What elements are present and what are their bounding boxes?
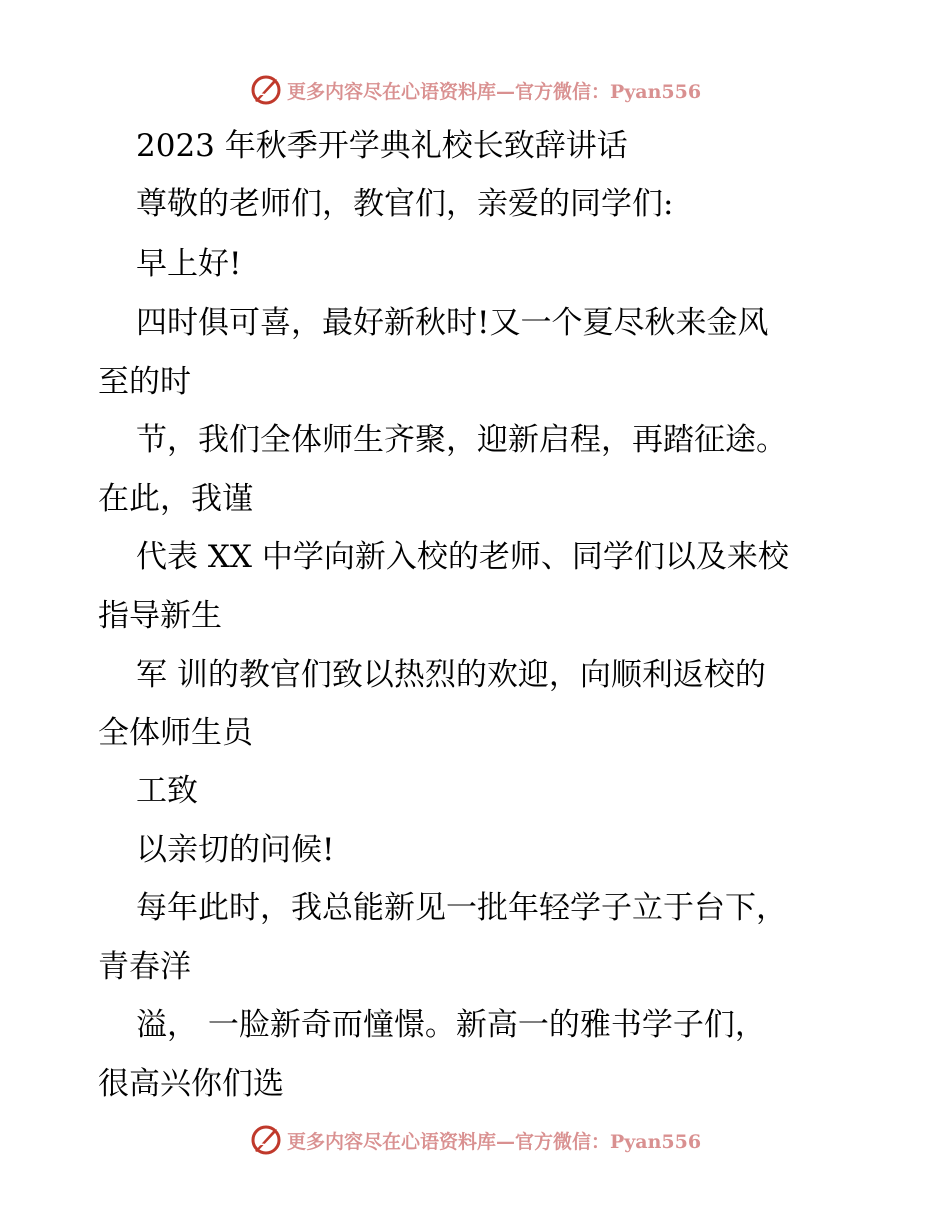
document-title: 2023 年秋季开学典礼校长致辞讲话 [136,128,628,164]
paragraph-line: 很高兴你们选 [98,1066,284,1102]
header-banner [0,70,950,110]
footer-banner [0,1120,950,1160]
paragraph-line: 全体师生员 [98,715,253,751]
footer-banner-text: 更多内容尽在心语资料库—官方微信：Pyan556 [286,1130,702,1153]
paragraph-line: 指导新生 [98,598,222,634]
header-banner-text: 更多内容尽在心语资料库—官方微信：Pyan556 [286,80,702,103]
quill-logo-icon [249,73,283,107]
paragraph-line: 工致 [136,773,198,809]
salutation: 尊敬的老师们，教官们，亲爱的同学们: [136,186,674,222]
paragraph-line: 四时俱可喜，最好新秋时!又一个夏尽秋来金风 [136,305,769,341]
quill-logo-icon [249,1123,283,1157]
paragraph-line: 节，我们全体师生齐聚，迎新启程，再踏征途。 [136,422,787,458]
paragraph-line: 青春洋 [98,949,191,985]
paragraph-line: 代表 XX 中学向新入校的老师、同学们以及来校 [136,539,789,575]
paragraph-line: 军 训的教官们致以热烈的欢迎，向顺利返校的 [136,657,766,693]
paragraph-line: 在此，我谨 [98,481,253,517]
greeting: 早上好! [136,246,242,282]
paragraph-line: 以亲切的问候! [136,832,335,868]
paragraph-line: 溢， 一脸新奇而憧憬。新高一的雅书学子们， [136,1007,766,1043]
paragraph-line: 至的时 [98,364,191,400]
paragraph-line: 每年此时，我总能新见一批年轻学子立于台下， [136,890,787,926]
